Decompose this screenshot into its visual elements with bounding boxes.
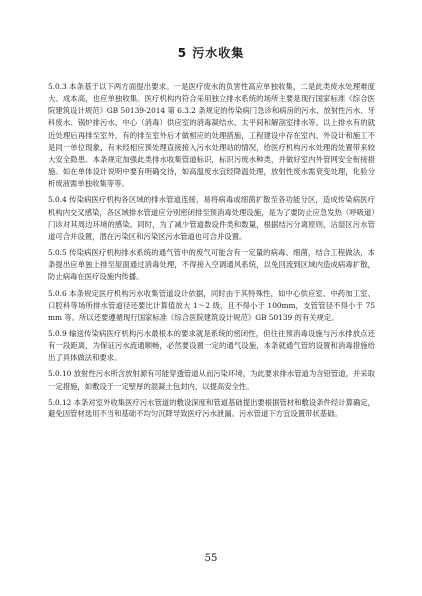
paragraph-5-0-3: 5.0.3 本条基于以下两方面提出要求。一是医疗废水的负害性高应单独收集，二是此类废水处理难度大、成本高，也应单独收集。医疗机构内符合采用独立排水系统的场所主要是现行国家标准《综合医院建筑设计规范》GB 50139-2014 第 6.3.2 条规定的传染病门急诊和病房的污水、放射性污水、牙科废水、锅炉排污水、中心（消毒）供应室的消毒凝结水、太平间和解剖室排水等。以上排水有的就近处理后再排至室外，有的排至室外后才做相应的处理措施，工程建设中存在室内、外设计和施工不是同一单位现象，有未经相应预处理直接接入污水处理站的情况，给医疗机构污水处理的处置带来较大安全隐患。本条规定加强此类排水收集管道标识，标识污废水种类，并做好室内外管网安全衔接措施。如在单体设计说明中要有明确交待，如高温废水宜经降温处理，放射性废水需衰变处理，化验分析废液需单独收集等等。 [48,82,375,189]
paragraph-5-0-10: 5.0.10 放射性污水所含放射源有可能穿透管道从而污染环境，为此要求排水管道为含铅管道，并采取一定措施，如敷设于一定壁厚的混凝土包封内，以提高安全性。 [48,369,375,391]
paragraph-5-0-4: 5.0.4 传染病医疗机构各区域的排水管道连接，易将病毒或细菌扩散至各功能分区，造成传染病医疗机构内交叉感染，各区域排水管道应分别密闭排至预消毒处理设施，是为了要防止应急发热（呼吸道）门诊对其周边环境的感染。同时，为了减少管道数设件类和数量，根据结污分离原则，沾湿区污水管道可合并设置，潜在污染区和污染区污水管道也可合并设置。 [48,195,375,241]
section-heading: 5 污水收集 [177,46,245,60]
paragraph-5-0-12: 5.0.12 本条对室外收集医疗污水管道的敷设深度和管道基础提出要根据管材和敷设条件经计算确定，避免因管材选用不当和基础不均匀沉降导致医疗污水泄漏。污水管道下方宜设置带状基础。 [48,397,375,418]
paragraph-5-0-9: 5.0.9 输送传染病医疗机构污水最根本的要求就是系统的密闭性，但往往预消毒设施与污水排放点还有一段距离，为保证污水流通顺畅，必然要设置一定的通气设施，本条就通气管的设置和消毒措施给出了具体做法和要求。 [48,328,375,363]
page-number: 55 [204,553,218,564]
paragraph-5-0-5: 5.0.5 传染病医疗机构排水系统的通气管中的废气可能含有一定量的病毒、细菌，结合工程做法，本条提出应单独上排至屋面通过消毒处理，不得接入空调通风系统，以免回流到区域内造成病毒扩散，防止病毒在医疗设施内传播。 [48,248,375,282]
body-text [48,81,375,423]
paragraph-5-0-6: 5.0.6 本条规定医疗机构污水收集管道设计依据，同时由于其特殊性，如中心供应室、中药加工室、口腔科等场所排水管道径还要比计算值放大 1～2 级，且不得小于 100mm，支管管径不得小于 75mm 等。所以还要遵循现行国家标准《综合医院建筑设计规范》GB 50139 的有关规定。 [48,288,375,322]
